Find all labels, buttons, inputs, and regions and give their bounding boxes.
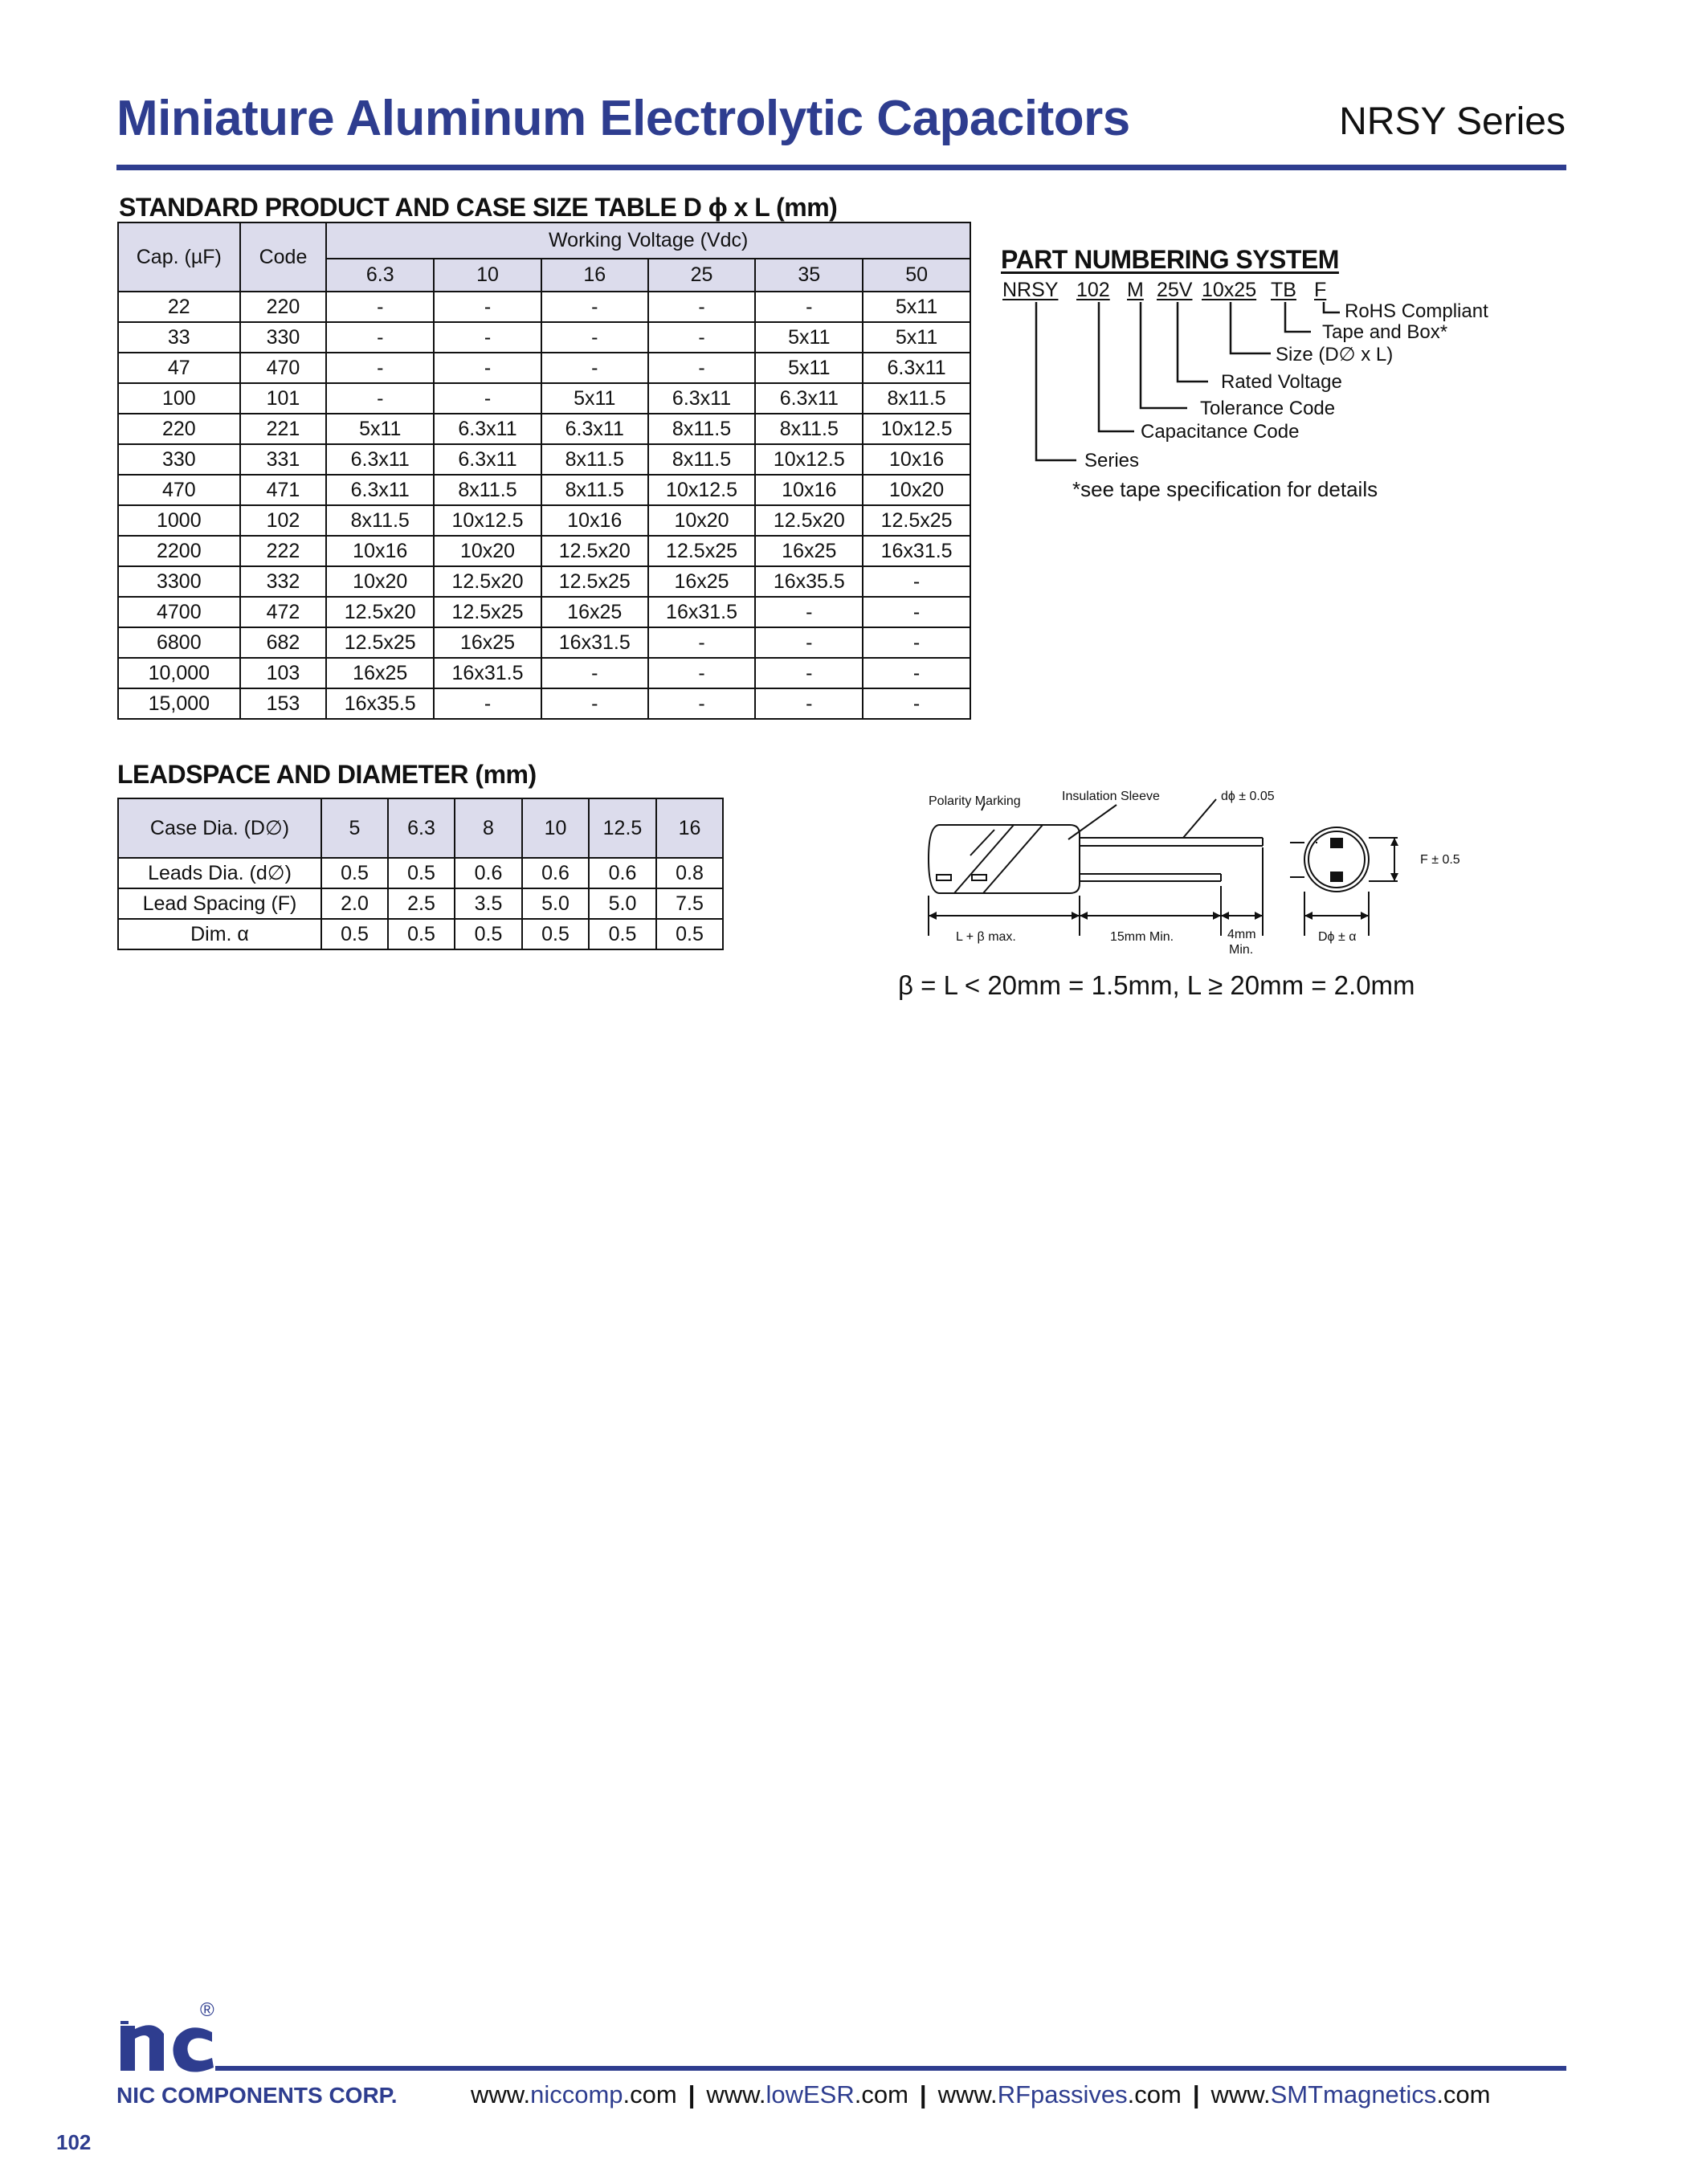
cap-cell: 220 <box>118 414 240 444</box>
code-cell: 153 <box>240 688 327 719</box>
table-row <box>118 919 723 949</box>
size-cell: 6.3x11 <box>434 414 541 444</box>
size-cell: - <box>755 597 863 627</box>
size-cell: 12.5x25 <box>434 597 541 627</box>
size-cell: - <box>648 353 756 383</box>
footer-rule <box>215 2066 1566 2071</box>
size-cell: 16x31.5 <box>648 597 756 627</box>
label-polarity: Polarity Marking <box>929 794 1021 808</box>
size-cell: - <box>755 627 863 658</box>
pn-label-size: Size (D∅ x L) <box>1276 344 1394 365</box>
size-cell: - <box>863 597 970 627</box>
size-cell: - <box>434 292 541 322</box>
size-cell: 6.3x11 <box>648 383 756 414</box>
code-cell: 471 <box>240 475 327 505</box>
value-cell: 0.8 <box>656 858 723 888</box>
case-dia-value: 8 <box>455 798 522 858</box>
size-cell: - <box>434 353 541 383</box>
leadspace-table-title: LEADSPACE AND DIAMETER (mm) <box>117 760 537 789</box>
label-length: L + β max. <box>956 930 1016 944</box>
pn-label-rohs: RoHS Compliant <box>1345 300 1488 322</box>
size-cell: 12.5x25 <box>541 566 648 597</box>
size-cell: 12.5x25 <box>326 627 434 658</box>
pn-size: 10x25 <box>1202 279 1257 301</box>
beta-formula: β = L < 20mm = 1.5mm, L ≥ 20mm = 2.0mm <box>898 970 1415 1000</box>
size-cell: - <box>755 292 863 322</box>
size-cell: 10x20 <box>863 475 970 505</box>
size-cell: 16x35.5 <box>326 688 434 719</box>
size-cell: - <box>326 322 434 353</box>
voltage-col: 10 <box>434 259 541 292</box>
size-cell: 6.3x11 <box>326 444 434 475</box>
pn-voltage: 25V <box>1157 279 1193 301</box>
code-cell: 332 <box>240 566 327 597</box>
value-cell: 0.5 <box>321 919 388 949</box>
value-cell: 0.6 <box>589 858 656 888</box>
value-cell: 0.5 <box>388 919 455 949</box>
table-row <box>118 888 723 919</box>
code-cell: 682 <box>240 627 327 658</box>
cap-cell: 470 <box>118 475 240 505</box>
size-cell: - <box>541 322 648 353</box>
code-cell: 221 <box>240 414 327 444</box>
pn-label-tape: Tape and Box* <box>1322 321 1448 343</box>
code-cell: 220 <box>240 292 327 322</box>
size-cell: - <box>648 627 756 658</box>
size-cell: - <box>648 688 756 719</box>
pn-label-voltage: Rated Voltage <box>1221 371 1342 393</box>
value-cell: 0.5 <box>455 919 522 949</box>
size-cell: 12.5x20 <box>541 536 648 566</box>
pn-label-capacitance: Capacitance Code <box>1141 421 1300 443</box>
cap-cell: 3300 <box>118 566 240 597</box>
value-cell: 3.5 <box>455 888 522 919</box>
size-cell: 8x11.5 <box>326 505 434 536</box>
case-dia-value: 10 <box>522 798 589 858</box>
code-cell: 102 <box>240 505 327 536</box>
voltage-col: 50 <box>863 259 970 292</box>
leadspace-table <box>117 798 724 950</box>
cap-cell: 47 <box>118 353 240 383</box>
cap-cell: 1000 <box>118 505 240 536</box>
size-cell: 16x31.5 <box>863 536 970 566</box>
size-cell: 12.5x20 <box>434 566 541 597</box>
size-cell: - <box>541 688 648 719</box>
size-cell: - <box>863 688 970 719</box>
cap-cell: 33 <box>118 322 240 353</box>
cap-cell: 2200 <box>118 536 240 566</box>
code-cell: 330 <box>240 322 327 353</box>
size-cell: - <box>541 658 648 688</box>
size-cell: 16x31.5 <box>541 627 648 658</box>
label-tip-a: 4mm <box>1227 928 1256 941</box>
page-title: Miniature Aluminum Electrolytic Capacitors <box>116 91 1130 146</box>
code-header: Code <box>240 222 327 292</box>
size-cell: 8x11.5 <box>434 475 541 505</box>
size-cell: - <box>755 658 863 688</box>
size-cell: 10x20 <box>648 505 756 536</box>
size-cell: 10x20 <box>434 536 541 566</box>
size-cell: - <box>326 292 434 322</box>
size-cell: - <box>434 688 541 719</box>
size-cell: 16x25 <box>434 627 541 658</box>
size-cell: 6.3x11 <box>434 444 541 475</box>
size-cell: - <box>863 566 970 597</box>
cap-cell: 10,000 <box>118 658 240 688</box>
size-cell: - <box>648 658 756 688</box>
part-number-leader-lines <box>0 0 1682 562</box>
size-cell: 6.3x11 <box>541 414 648 444</box>
case-dia-value: 12.5 <box>589 798 656 858</box>
size-cell: 10x16 <box>863 444 970 475</box>
voltage-col: 16 <box>541 259 648 292</box>
link-niccomp[interactable]: www.niccomp.com <box>471 2080 677 2108</box>
code-cell: 222 <box>240 536 327 566</box>
value-cell: 2.0 <box>321 888 388 919</box>
size-cell: - <box>434 383 541 414</box>
code-cell: 101 <box>240 383 327 414</box>
pn-rohs: F <box>1314 279 1327 301</box>
size-cell: 8x11.5 <box>755 414 863 444</box>
table-row <box>118 566 970 597</box>
case-dia-value: 6.3 <box>388 798 455 858</box>
size-cell: 8x11.5 <box>648 444 756 475</box>
size-cell: 5x11 <box>755 322 863 353</box>
size-cell: 8x11.5 <box>863 383 970 414</box>
code-cell: 472 <box>240 597 327 627</box>
size-cell: 5x11 <box>755 353 863 383</box>
size-cell: 16x31.5 <box>434 658 541 688</box>
value-cell: 0.5 <box>321 858 388 888</box>
value-cell: 7.5 <box>656 888 723 919</box>
size-cell: - <box>541 292 648 322</box>
nic-logo <box>117 1997 220 2077</box>
pn-tolerance: M <box>1127 279 1144 301</box>
code-cell: 470 <box>240 353 327 383</box>
case-dia-header: Case Dia. (D∅) <box>118 798 321 858</box>
size-cell: 16x25 <box>755 536 863 566</box>
cap-cell: 6800 <box>118 627 240 658</box>
size-cell: - <box>755 688 863 719</box>
pn-footnote: *see tape specification for details <box>1072 477 1378 501</box>
value-cell: 5.0 <box>589 888 656 919</box>
cap-cell: 100 <box>118 383 240 414</box>
size-cell: 16x25 <box>326 658 434 688</box>
cap-cell: 15,000 <box>118 688 240 719</box>
pn-tape: TB <box>1271 279 1296 301</box>
voltage-col: 35 <box>755 259 863 292</box>
value-cell: 0.5 <box>388 858 455 888</box>
size-cell: 10x12.5 <box>863 414 970 444</box>
cap-cell: 4700 <box>118 597 240 627</box>
size-cell: 16x25 <box>648 566 756 597</box>
size-cell: 12.5x25 <box>863 505 970 536</box>
table-row <box>118 658 970 688</box>
series-name: NRSY Series <box>1339 100 1566 143</box>
cap-cell: 22 <box>118 292 240 322</box>
link-rfpassives[interactable]: www.RFpassives.com <box>937 2080 1182 2108</box>
voltage-col: 6.3 <box>326 259 434 292</box>
size-cell: 5x11 <box>541 383 648 414</box>
label-tip-b: Min. <box>1229 943 1254 957</box>
size-cell: 10x16 <box>755 475 863 505</box>
row-label: Dim. α <box>118 919 321 949</box>
case-dia-value: 16 <box>656 798 723 858</box>
table-header-row <box>118 798 723 858</box>
size-cell: 16x35.5 <box>755 566 863 597</box>
voltage-header: Working Voltage (Vdc) <box>326 222 970 259</box>
capacitor-dimension-diagram <box>884 775 1494 968</box>
size-cell: 8x11.5 <box>541 444 648 475</box>
table-row <box>118 858 723 888</box>
label-diameter: Dϕ ± α <box>1318 930 1357 944</box>
size-cell: 8x11.5 <box>541 475 648 505</box>
size-cell: 5x11 <box>863 322 970 353</box>
case-dia-value: 5 <box>321 798 388 858</box>
pn-label-tolerance: Tolerance Code <box>1200 398 1336 419</box>
size-cell: - <box>648 292 756 322</box>
link-lowesr[interactable]: www.lowESR.com <box>706 2080 908 2108</box>
value-cell: 0.6 <box>522 858 589 888</box>
table-row <box>118 597 970 627</box>
cap-cell: 330 <box>118 444 240 475</box>
table-row <box>118 627 970 658</box>
pn-label-series: Series <box>1084 450 1140 471</box>
label-lead-dia: dϕ ± 0.05 <box>1221 790 1275 803</box>
size-cell: 8x11.5 <box>648 414 756 444</box>
label-spacing: F ± 0.5 <box>1420 853 1460 867</box>
company-name: NIC COMPONENTS CORP. <box>116 2083 398 2108</box>
size-cell: 6.3x11 <box>755 383 863 414</box>
size-cell: 12.5x20 <box>326 597 434 627</box>
size-cell: - <box>326 353 434 383</box>
row-label: Leads Dia. (d∅) <box>118 858 321 888</box>
value-cell: 0.5 <box>656 919 723 949</box>
standard-table-title: STANDARD PRODUCT AND CASE SIZE TABLE D ϕ x L (mm) <box>119 193 838 222</box>
part-numbering-title: PART NUMBERING SYSTEM <box>1001 245 1339 274</box>
link-smtmagnetics[interactable]: www.SMTmagnetics.com <box>1210 2080 1491 2108</box>
label-lead-min: 15mm Min. <box>1110 930 1174 944</box>
size-cell: 10x16 <box>541 505 648 536</box>
size-cell: 10x16 <box>326 536 434 566</box>
size-cell: 10x12.5 <box>434 505 541 536</box>
voltage-col: 25 <box>648 259 756 292</box>
value-cell: 5.0 <box>522 888 589 919</box>
size-cell: 6.3x11 <box>863 353 970 383</box>
size-cell: - <box>434 322 541 353</box>
row-label: Lead Spacing (F) <box>118 888 321 919</box>
size-cell: 12.5x20 <box>755 505 863 536</box>
size-cell: - <box>326 383 434 414</box>
pn-series: NRSY <box>1002 279 1059 301</box>
value-cell: 0.6 <box>455 858 522 888</box>
size-cell: - <box>541 353 648 383</box>
size-cell: 16x25 <box>541 597 648 627</box>
page-number: 102 <box>56 2130 92 2154</box>
size-cell: 5x11 <box>863 292 970 322</box>
code-cell: 331 <box>240 444 327 475</box>
pn-capacitance: 102 <box>1076 279 1110 301</box>
size-cell: 10x20 <box>326 566 434 597</box>
label-sleeve: Insulation Sleeve <box>1062 790 1160 803</box>
size-cell: - <box>863 627 970 658</box>
footer-links: www.niccomp.com | www.lowESR.com | www.RFpassives.com | www.SMTmagnetics.com <box>471 2080 1491 2108</box>
registered-mark: ® <box>200 1999 214 2021</box>
size-cell: 10x12.5 <box>755 444 863 475</box>
size-cell: - <box>863 658 970 688</box>
cap-header: Cap. (µF) <box>118 222 240 292</box>
code-cell: 103 <box>240 658 327 688</box>
size-cell: 12.5x25 <box>648 536 756 566</box>
value-cell: 2.5 <box>388 888 455 919</box>
value-cell: 0.5 <box>589 919 656 949</box>
size-cell: 10x12.5 <box>648 475 756 505</box>
table-row <box>118 688 970 719</box>
size-cell: 5x11 <box>326 414 434 444</box>
size-cell: 6.3x11 <box>326 475 434 505</box>
size-cell: - <box>648 322 756 353</box>
value-cell: 0.5 <box>522 919 589 949</box>
